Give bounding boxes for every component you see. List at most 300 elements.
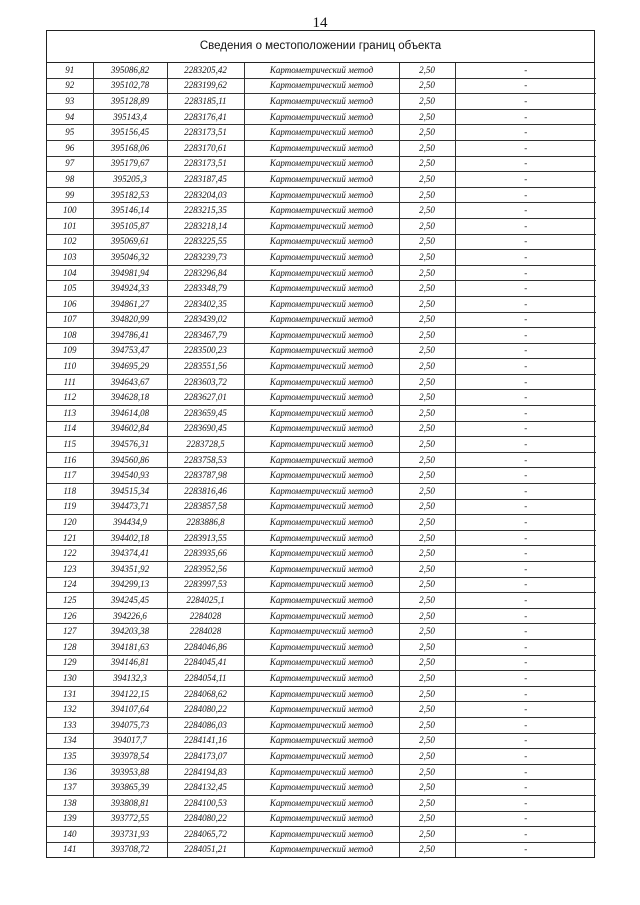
point-number-cell: 92 [47, 78, 93, 94]
accuracy-cell: 2,50 [399, 577, 455, 593]
x-coordinate-cell: 394245,45 [93, 593, 167, 609]
point-number-cell: 129 [47, 655, 93, 671]
point-number-cell: 104 [47, 265, 93, 281]
table-row [47, 94, 596, 110]
x-coordinate-cell: 394402,18 [93, 530, 167, 546]
point-number-cell: 98 [47, 172, 93, 188]
accuracy-cell: 2,50 [399, 203, 455, 219]
table-row [47, 733, 596, 749]
point-number-cell: 91 [47, 63, 93, 78]
description-cell: - [455, 577, 596, 593]
table-row [47, 343, 596, 359]
table-row [47, 639, 596, 655]
description-cell: - [455, 452, 596, 468]
description-cell: - [455, 140, 596, 156]
accuracy-cell: 2,50 [399, 530, 455, 546]
point-number-cell: 114 [47, 421, 93, 437]
y-coordinate-cell: 2283296,84 [167, 265, 244, 281]
x-coordinate-cell: 394820,99 [93, 312, 167, 328]
x-coordinate-cell: 394181,63 [93, 639, 167, 655]
point-number-cell: 118 [47, 484, 93, 500]
point-number-cell: 122 [47, 546, 93, 562]
accuracy-cell: 2,50 [399, 780, 455, 796]
table-row [47, 795, 596, 811]
method-cell: Картометрический метод [244, 218, 399, 234]
table-row [47, 702, 596, 718]
method-cell: Картометрический метод [244, 421, 399, 437]
y-coordinate-cell: 2283218,14 [167, 218, 244, 234]
x-coordinate-cell: 394560,86 [93, 452, 167, 468]
y-coordinate-cell: 2283170,61 [167, 140, 244, 156]
boundary-table-container [46, 30, 595, 858]
x-coordinate-cell: 395182,53 [93, 187, 167, 203]
method-cell: Картометрический метод [244, 437, 399, 453]
x-coordinate-cell: 395179,67 [93, 156, 167, 172]
x-coordinate-cell: 394981,94 [93, 265, 167, 281]
point-number-cell: 110 [47, 359, 93, 375]
table-row [47, 842, 596, 857]
accuracy-cell: 2,50 [399, 94, 455, 110]
y-coordinate-cell: 2283690,45 [167, 421, 244, 437]
x-coordinate-cell: 394434,9 [93, 515, 167, 531]
point-number-cell: 97 [47, 156, 93, 172]
method-cell: Картометрический метод [244, 530, 399, 546]
x-coordinate-cell: 395128,89 [93, 94, 167, 110]
accuracy-cell: 2,50 [399, 639, 455, 655]
description-cell: - [455, 717, 596, 733]
description-cell: - [455, 312, 596, 328]
point-number-cell: 113 [47, 406, 93, 422]
method-cell: Картометрический метод [244, 717, 399, 733]
method-cell: Картометрический метод [244, 764, 399, 780]
method-cell: Картометрический метод [244, 63, 399, 78]
table-row [47, 468, 596, 484]
accuracy-cell: 2,50 [399, 63, 455, 78]
method-cell: Картометрический метод [244, 265, 399, 281]
table-row [47, 593, 596, 609]
method-cell: Картометрический метод [244, 515, 399, 531]
method-cell: Картометрический метод [244, 671, 399, 687]
table-row [47, 515, 596, 531]
point-number-cell: 108 [47, 328, 93, 344]
description-cell: - [455, 172, 596, 188]
accuracy-cell: 2,50 [399, 437, 455, 453]
y-coordinate-cell: 2284132,45 [167, 780, 244, 796]
method-cell: Картометрический метод [244, 749, 399, 765]
point-number-cell: 141 [47, 842, 93, 857]
y-coordinate-cell: 2284046,86 [167, 639, 244, 655]
y-coordinate-cell: 2283952,56 [167, 562, 244, 578]
y-coordinate-cell: 2283728,5 [167, 437, 244, 453]
table-row [47, 359, 596, 375]
method-cell: Картометрический метод [244, 390, 399, 406]
accuracy-cell: 2,50 [399, 359, 455, 375]
method-cell: Картометрический метод [244, 125, 399, 141]
table-row [47, 125, 596, 141]
description-cell: - [455, 515, 596, 531]
table-row [47, 109, 596, 125]
description-cell: - [455, 187, 596, 203]
accuracy-cell: 2,50 [399, 234, 455, 250]
description-cell: - [455, 234, 596, 250]
description-cell: - [455, 655, 596, 671]
method-cell: Картометрический метод [244, 94, 399, 110]
y-coordinate-cell: 2284054,11 [167, 671, 244, 687]
table-row [47, 265, 596, 281]
x-coordinate-cell: 395105,87 [93, 218, 167, 234]
method-cell: Картометрический метод [244, 702, 399, 718]
description-cell: - [455, 63, 596, 78]
table-row [47, 717, 596, 733]
table-row [47, 827, 596, 843]
description-cell: - [455, 749, 596, 765]
y-coordinate-cell: 2284173,07 [167, 749, 244, 765]
method-cell: Картометрический метод [244, 140, 399, 156]
x-coordinate-cell: 394107,64 [93, 702, 167, 718]
description-cell: - [455, 468, 596, 484]
accuracy-cell: 2,50 [399, 421, 455, 437]
y-coordinate-cell: 2283627,01 [167, 390, 244, 406]
table-row [47, 671, 596, 687]
y-coordinate-cell: 2284065,72 [167, 827, 244, 843]
point-number-cell: 105 [47, 281, 93, 297]
accuracy-cell: 2,50 [399, 374, 455, 390]
y-coordinate-cell: 2284086,03 [167, 717, 244, 733]
accuracy-cell: 2,50 [399, 546, 455, 562]
description-cell: - [455, 218, 596, 234]
x-coordinate-cell: 395205,3 [93, 172, 167, 188]
x-coordinate-cell: 393978,54 [93, 749, 167, 765]
point-number-cell: 126 [47, 608, 93, 624]
point-number-cell: 109 [47, 343, 93, 359]
x-coordinate-cell: 394576,31 [93, 437, 167, 453]
section-title: Сведения о местоположении границ объекта [47, 31, 594, 63]
table-row [47, 406, 596, 422]
description-cell: - [455, 94, 596, 110]
y-coordinate-cell: 2283176,41 [167, 109, 244, 125]
method-cell: Картометрический метод [244, 686, 399, 702]
accuracy-cell: 2,50 [399, 125, 455, 141]
point-number-cell: 100 [47, 203, 93, 219]
x-coordinate-cell: 394861,27 [93, 296, 167, 312]
y-coordinate-cell: 2283935,66 [167, 546, 244, 562]
method-cell: Картометрический метод [244, 359, 399, 375]
description-cell: - [455, 406, 596, 422]
y-coordinate-cell: 2284045,41 [167, 655, 244, 671]
x-coordinate-cell: 395046,32 [93, 250, 167, 266]
table-row [47, 530, 596, 546]
accuracy-cell: 2,50 [399, 390, 455, 406]
table-row [47, 140, 596, 156]
method-cell: Картометрический метод [244, 156, 399, 172]
x-coordinate-cell: 394351,92 [93, 562, 167, 578]
description-cell: - [455, 374, 596, 390]
accuracy-cell: 2,50 [399, 156, 455, 172]
accuracy-cell: 2,50 [399, 733, 455, 749]
accuracy-cell: 2,50 [399, 624, 455, 640]
x-coordinate-cell: 394299,13 [93, 577, 167, 593]
y-coordinate-cell: 2284051,21 [167, 842, 244, 857]
table-row [47, 655, 596, 671]
accuracy-cell: 2,50 [399, 265, 455, 281]
description-cell: - [455, 265, 596, 281]
table-row [47, 562, 596, 578]
y-coordinate-cell: 2283348,79 [167, 281, 244, 297]
x-coordinate-cell: 393808,81 [93, 795, 167, 811]
description-cell: - [455, 390, 596, 406]
method-cell: Картометрический метод [244, 827, 399, 843]
description-cell: - [455, 686, 596, 702]
x-coordinate-cell: 394753,47 [93, 343, 167, 359]
x-coordinate-cell: 394628,18 [93, 390, 167, 406]
method-cell: Картометрический метод [244, 577, 399, 593]
accuracy-cell: 2,50 [399, 140, 455, 156]
table-row [47, 764, 596, 780]
description-cell: - [455, 328, 596, 344]
x-coordinate-cell: 395146,14 [93, 203, 167, 219]
method-cell: Картометрический метод [244, 733, 399, 749]
accuracy-cell: 2,50 [399, 827, 455, 843]
method-cell: Картометрический метод [244, 374, 399, 390]
x-coordinate-cell: 394122,15 [93, 686, 167, 702]
method-cell: Картометрический метод [244, 842, 399, 857]
point-number-cell: 101 [47, 218, 93, 234]
table-row [47, 156, 596, 172]
y-coordinate-cell: 2283204,03 [167, 187, 244, 203]
y-coordinate-cell: 2283816,46 [167, 484, 244, 500]
x-coordinate-cell: 395102,78 [93, 78, 167, 94]
point-number-cell: 112 [47, 390, 93, 406]
accuracy-cell: 2,50 [399, 281, 455, 297]
point-number-cell: 119 [47, 499, 93, 515]
accuracy-cell: 2,50 [399, 795, 455, 811]
table-row [47, 234, 596, 250]
description-cell: - [455, 484, 596, 500]
y-coordinate-cell: 2283185,11 [167, 94, 244, 110]
method-cell: Картометрический метод [244, 795, 399, 811]
method-cell: Картометрический метод [244, 250, 399, 266]
accuracy-cell: 2,50 [399, 686, 455, 702]
description-cell: - [455, 733, 596, 749]
x-coordinate-cell: 395143,4 [93, 109, 167, 125]
point-number-cell: 131 [47, 686, 93, 702]
x-coordinate-cell: 393953,88 [93, 764, 167, 780]
y-coordinate-cell: 2283659,45 [167, 406, 244, 422]
method-cell: Картометрический метод [244, 639, 399, 655]
point-number-cell: 140 [47, 827, 93, 843]
description-cell: - [455, 499, 596, 515]
description-cell: - [455, 530, 596, 546]
description-cell: - [455, 281, 596, 297]
accuracy-cell: 2,50 [399, 671, 455, 687]
x-coordinate-cell: 395156,45 [93, 125, 167, 141]
y-coordinate-cell: 2284194,83 [167, 764, 244, 780]
description-cell: - [455, 764, 596, 780]
y-coordinate-cell: 2283439,02 [167, 312, 244, 328]
y-coordinate-cell: 2283603,72 [167, 374, 244, 390]
table-row [47, 608, 596, 624]
description-cell: - [455, 296, 596, 312]
point-number-cell: 137 [47, 780, 93, 796]
method-cell: Картометрический метод [244, 172, 399, 188]
table-row [47, 780, 596, 796]
x-coordinate-cell: 393865,39 [93, 780, 167, 796]
table-row [47, 187, 596, 203]
description-cell: - [455, 624, 596, 640]
method-cell: Картометрический метод [244, 624, 399, 640]
accuracy-cell: 2,50 [399, 312, 455, 328]
point-number-cell: 117 [47, 468, 93, 484]
table-row [47, 281, 596, 297]
accuracy-cell: 2,50 [399, 749, 455, 765]
method-cell: Картометрический метод [244, 203, 399, 219]
accuracy-cell: 2,50 [399, 593, 455, 609]
table-row [47, 749, 596, 765]
method-cell: Картометрический метод [244, 109, 399, 125]
table-row [47, 624, 596, 640]
point-number-cell: 111 [47, 374, 93, 390]
method-cell: Картометрический метод [244, 343, 399, 359]
point-number-cell: 132 [47, 702, 93, 718]
y-coordinate-cell: 2283857,58 [167, 499, 244, 515]
accuracy-cell: 2,50 [399, 764, 455, 780]
y-coordinate-cell: 2284100,53 [167, 795, 244, 811]
accuracy-cell: 2,50 [399, 811, 455, 827]
accuracy-cell: 2,50 [399, 608, 455, 624]
accuracy-cell: 2,50 [399, 702, 455, 718]
point-number-cell: 130 [47, 671, 93, 687]
point-number-cell: 138 [47, 795, 93, 811]
x-coordinate-cell: 393731,93 [93, 827, 167, 843]
accuracy-cell: 2,50 [399, 515, 455, 531]
description-cell: - [455, 546, 596, 562]
x-coordinate-cell: 393708,72 [93, 842, 167, 857]
table-row [47, 686, 596, 702]
point-number-cell: 106 [47, 296, 93, 312]
description-cell: - [455, 827, 596, 843]
method-cell: Картометрический метод [244, 780, 399, 796]
x-coordinate-cell: 394540,93 [93, 468, 167, 484]
point-number-cell: 95 [47, 125, 93, 141]
page-number: 14 [312, 15, 328, 31]
point-number-cell: 102 [47, 234, 93, 250]
description-cell: - [455, 639, 596, 655]
x-coordinate-cell: 394643,67 [93, 374, 167, 390]
y-coordinate-cell: 2283199,62 [167, 78, 244, 94]
x-coordinate-cell: 394075,73 [93, 717, 167, 733]
method-cell: Картометрический метод [244, 187, 399, 203]
accuracy-cell: 2,50 [399, 499, 455, 515]
method-cell: Картометрический метод [244, 78, 399, 94]
point-number-cell: 115 [47, 437, 93, 453]
table-body [47, 63, 596, 857]
x-coordinate-cell: 395069,61 [93, 234, 167, 250]
table-row [47, 437, 596, 453]
y-coordinate-cell: 2283239,73 [167, 250, 244, 266]
accuracy-cell: 2,50 [399, 109, 455, 125]
point-number-cell: 96 [47, 140, 93, 156]
y-coordinate-cell: 2283215,35 [167, 203, 244, 219]
description-cell: - [455, 780, 596, 796]
table-row [47, 172, 596, 188]
accuracy-cell: 2,50 [399, 452, 455, 468]
y-coordinate-cell: 2284080,22 [167, 811, 244, 827]
y-coordinate-cell: 2283913,55 [167, 530, 244, 546]
y-coordinate-cell: 2283500,23 [167, 343, 244, 359]
x-coordinate-cell: 394146,81 [93, 655, 167, 671]
point-number-cell: 125 [47, 593, 93, 609]
point-number-cell: 94 [47, 109, 93, 125]
x-coordinate-cell: 394374,41 [93, 546, 167, 562]
point-number-cell: 107 [47, 312, 93, 328]
point-number-cell: 93 [47, 94, 93, 110]
y-coordinate-cell: 2284028 [167, 624, 244, 640]
accuracy-cell: 2,50 [399, 468, 455, 484]
point-number-cell: 133 [47, 717, 93, 733]
method-cell: Картометрический метод [244, 655, 399, 671]
method-cell: Картометрический метод [244, 811, 399, 827]
method-cell: Картометрический метод [244, 281, 399, 297]
description-cell: - [455, 343, 596, 359]
description-cell: - [455, 842, 596, 857]
table-row [47, 546, 596, 562]
point-number-cell: 116 [47, 452, 93, 468]
boundary-coordinates-table [47, 63, 596, 857]
description-cell: - [455, 250, 596, 266]
table-row [47, 374, 596, 390]
table-row [47, 811, 596, 827]
description-cell: - [455, 437, 596, 453]
x-coordinate-cell: 394132,3 [93, 671, 167, 687]
description-cell: - [455, 125, 596, 141]
point-number-cell: 127 [47, 624, 93, 640]
description-cell: - [455, 421, 596, 437]
table-row [47, 390, 596, 406]
x-coordinate-cell: 394515,34 [93, 484, 167, 500]
x-coordinate-cell: 395168,06 [93, 140, 167, 156]
method-cell: Картометрический метод [244, 562, 399, 578]
y-coordinate-cell: 2283225,55 [167, 234, 244, 250]
point-number-cell: 135 [47, 749, 93, 765]
x-coordinate-cell: 394614,08 [93, 406, 167, 422]
table-row [47, 421, 596, 437]
point-number-cell: 120 [47, 515, 93, 531]
table-row [47, 312, 596, 328]
description-cell: - [455, 608, 596, 624]
y-coordinate-cell: 2283402,35 [167, 296, 244, 312]
table-row [47, 484, 596, 500]
accuracy-cell: 2,50 [399, 484, 455, 500]
point-number-cell: 123 [47, 562, 93, 578]
description-cell: - [455, 593, 596, 609]
description-cell: - [455, 702, 596, 718]
x-coordinate-cell: 394786,41 [93, 328, 167, 344]
accuracy-cell: 2,50 [399, 172, 455, 188]
accuracy-cell: 2,50 [399, 343, 455, 359]
accuracy-cell: 2,50 [399, 562, 455, 578]
y-coordinate-cell: 2283886,8 [167, 515, 244, 531]
table-row [47, 296, 596, 312]
description-cell: - [455, 203, 596, 219]
method-cell: Картометрический метод [244, 406, 399, 422]
table-row [47, 452, 596, 468]
description-cell: - [455, 156, 596, 172]
method-cell: Картометрический метод [244, 546, 399, 562]
x-coordinate-cell: 394017,7 [93, 733, 167, 749]
table-row [47, 250, 596, 266]
point-number-cell: 124 [47, 577, 93, 593]
y-coordinate-cell: 2283173,51 [167, 156, 244, 172]
